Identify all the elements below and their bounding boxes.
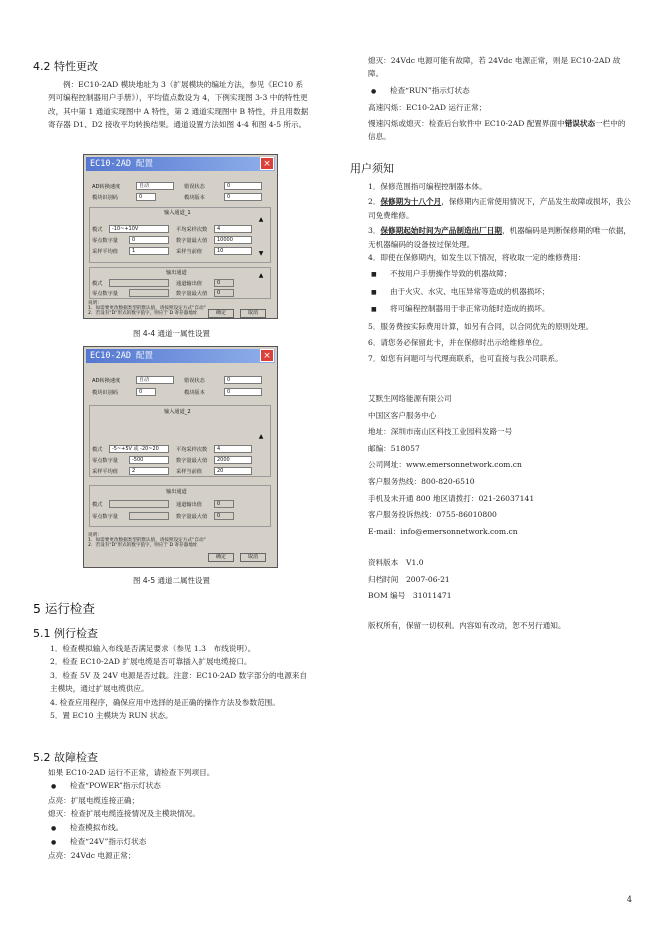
bullet-item: ● 检查模拟布线。	[48, 821, 313, 835]
archive-date: 归档时间 2007-06-21	[368, 574, 450, 584]
text: 慢速闪烁或熄灭：检查后台软件中 EC10-2AD 配置界面中	[368, 118, 565, 128]
list-item: 4. 检查应用程序，确保应用中选择的是正确的操作方法及参数范围。	[50, 697, 280, 707]
cancel-button[interactable]: 取消	[240, 309, 266, 318]
list-item: 1．保修范围指可编程控制器本体。	[368, 182, 487, 191]
dialog-title-bar	[86, 157, 275, 171]
list-item	[368, 195, 633, 222]
module-id-field: 0	[136, 193, 156, 201]
paragraph: 熄灭：24Vdc 电源可能有故障，若 24Vdc 电源正常，则是 EC10-2AD 故障。	[368, 56, 621, 79]
bom-number: BOM 编号 31011471	[368, 591, 452, 601]
digital-max-label: 数字量最大值	[176, 238, 208, 244]
list-item: 2．检查 EC10-2AD 扩展电缆是否可靠插入扩展电缆接口。	[50, 657, 252, 667]
output-value-label: 通道输出值	[176, 502, 202, 508]
output-zero-field	[129, 289, 169, 297]
figure-4-5-caption: 图 4-5 通道二属性设置	[133, 576, 211, 585]
input-channel-title: 输入通道_2	[164, 409, 191, 415]
section-5-1-list	[50, 642, 312, 722]
complaint-hotline: 客户服务投诉热线：0755-86010800	[368, 510, 497, 520]
avg-samples-label: 平均采样次数	[176, 447, 208, 453]
module-id-field: 0	[136, 388, 156, 396]
ad-speed-label: AD转换速度	[92, 378, 121, 384]
list-item: 3．检查 5V 及 24V 电源是否过载。注意：EC10-2AD 数字部分的电源来自主模块，通过扩展电缆供应。	[50, 670, 308, 694]
mode-label: 模式	[92, 447, 103, 453]
output-channel-title: 输出通道	[166, 489, 187, 495]
paragraph: 如果 EC10-2AD 运行不正常，请检查下列项目。	[48, 768, 215, 777]
dialog-note: 说明： 1．如需要更改数据类型的默认值，请按照设定方式“自动” 2．若设有“D”形式的数字值字，则应于 D 寄存器地址	[88, 533, 206, 548]
company-name: 艾默生网络能源有限公司	[368, 394, 452, 403]
sample-avg-field[interactable]: 2	[129, 467, 169, 475]
output-value-label: 通道输出值	[176, 281, 202, 287]
warranty-period-emphasis: 保修期为十八个月	[380, 197, 442, 207]
text: 3．	[368, 226, 381, 236]
output-value-field: 0	[214, 279, 234, 287]
postcode: 邮编：518057	[368, 443, 420, 453]
zero-digital-field[interactable]: -500	[129, 456, 169, 464]
user-notice-list	[368, 180, 633, 366]
dialog-title: EC10-2AD 配置	[90, 159, 154, 169]
bullet-item: ● 检查“RUN”指示灯状态	[368, 84, 633, 98]
section-5-title: 5 运行检查	[33, 601, 95, 616]
section-4-2-paragraph: 例：EC10-2AD 模块地址为 3（扩展模块的编址方法，参见《EC10 系列可编程控制器用户手册》），平均值点数设为 4，下例实现图 3-3 中的特性更改，其中第 1 通道实现图中 A 特性，第 2 通道实现图中 B 特性，并且用数据寄存器 D1、D2 接收平均转换结果。通道设置方法如图 4-4 和图 4-5 所示。	[48, 80, 309, 130]
text: ，机器编码是判断保修期的唯一依据，无机器编码的设备按过保处理。	[368, 226, 632, 249]
sample-current-label: 采样当前值	[176, 249, 202, 255]
ok-button[interactable]: 确定	[208, 553, 234, 562]
sample-current-field[interactable]: 10	[214, 247, 252, 255]
sub-list-item: ■ 将可编程控制器用于非正常功能时造成的损坏。	[368, 302, 633, 316]
error-status-field: 0	[224, 182, 262, 190]
output-mode-select	[109, 279, 169, 287]
list-item: 7．如您有问题可与代理商联系，也可直接与我公司联系。	[368, 354, 563, 364]
output-mode-select	[109, 500, 169, 508]
avg-samples-field[interactable]: 4	[214, 445, 252, 453]
dialog-title-bar	[86, 349, 275, 363]
paragraph: 高速闪烁：EC10-2AD 运行正常；	[368, 103, 487, 113]
module-version-field: 0	[224, 388, 262, 396]
sub-list-item: ■ 不按用户手册操作导致的机器故障；	[368, 267, 633, 281]
section-5-2-body	[48, 766, 313, 863]
document-info	[368, 555, 633, 605]
module-id-label: 模块识别码	[92, 195, 118, 201]
error-status-label: 错误状态	[184, 184, 205, 190]
sample-avg-label: 采样平均值	[92, 469, 118, 475]
output-value-field: 0	[214, 500, 234, 508]
zero-digital-label: 零点数字量	[92, 238, 118, 244]
output-zero-label: 零点数字量	[92, 291, 118, 297]
sample-avg-field[interactable]: 1	[129, 247, 169, 255]
ad-speed-label: AD转换速度	[92, 184, 121, 190]
error-status-emphasis: 错误状态	[564, 118, 596, 128]
output-zero-label: 零点数字量	[92, 514, 118, 520]
service-center: 中国区客户服务中心	[368, 410, 437, 420]
module-id-label: 模块识别码	[92, 390, 118, 396]
avg-samples-field[interactable]: 4	[214, 225, 252, 233]
list-item: 4．即使在保修期内，如发生以下情况，将收取一定的维修费用：	[368, 253, 586, 263]
sample-avg-label: 采样平均值	[92, 249, 118, 255]
scroll-up-icon[interactable]: ▲	[258, 272, 264, 279]
mode-label: 模式	[92, 227, 103, 233]
email: E-mail：info@emersonnetwork.com.cn	[368, 526, 518, 536]
zero-digital-label: 零点数字量	[92, 458, 118, 464]
paragraph: 点亮：24Vdc 电源正常；	[48, 851, 136, 861]
list-item: 5．服务费按实际费用计算，如另有合同，以合同优先的原则处理。	[368, 321, 594, 331]
hotline: 客户服务热线：800-820-6510	[368, 476, 475, 486]
dialog-note: 说明： 1．如需要更改数据类型的默认值，请按照设定方式“自动” 2．若设有“D”形式的数字值字，则应于 D 寄存器地址	[88, 301, 206, 316]
output-max-label: 数字量最大值	[176, 514, 208, 520]
website: 公司网址：www.emersonnetwork.com.cn	[368, 460, 522, 470]
module-version-field: 0	[224, 193, 262, 201]
list-item: 5．置 EC10 主模块为 RUN 状态。	[50, 711, 173, 721]
paragraph: 点亮：扩展电缆连接正确；	[48, 795, 140, 805]
mobile-hotline: 手机及未开通 800 地区请拨打：021-26037141	[368, 493, 535, 503]
doc-version: 资料版本 V1.0	[368, 558, 424, 567]
copyright-notice: 版权所有，保留一切权利。内容如有改动，恕不另行通知。	[368, 621, 566, 630]
ad-speed-select[interactable]: 自动	[136, 182, 174, 190]
mode-select[interactable]: -10~+10V	[109, 225, 169, 233]
zero-digital-field[interactable]: 0	[129, 236, 169, 244]
sub-list-item: ■ 由于火灾、水灾、电压异常等造成的机器损坏；	[368, 285, 633, 299]
module-version-label: 模块版本	[184, 195, 205, 201]
error-status-label: 错误状态	[184, 378, 205, 384]
dialog-channel-2	[83, 346, 278, 568]
close-icon[interactable]: ×	[260, 157, 274, 170]
list-item: 1．检查模拟输入布线是否满足要求（参见 1.3 布线说明）。	[50, 644, 256, 653]
bullet-item: ● 检查“24V”指示灯状态	[48, 835, 313, 849]
bullet-item: ● 检查“POWER”指示灯状态	[48, 779, 313, 793]
module-version-label: 模块版本	[184, 390, 205, 396]
list-item	[368, 224, 633, 251]
list-item: 6．请您务必保留此卡，并在保修时出示给维修单位。	[368, 338, 548, 348]
address: 地址：深圳市南山区科技工业园科发路一号	[368, 427, 513, 437]
text: 一栏中的信息。	[368, 118, 626, 142]
avg-samples-label: 平均采样次数	[176, 227, 208, 233]
scroll-down-icon[interactable]: ▼	[258, 250, 264, 257]
warranty-start-emphasis: 保修期起始时间为产品制造出厂日期	[380, 226, 502, 236]
section-5-1-title: 5.1 例行检查	[33, 627, 98, 640]
output-zero-field	[129, 512, 169, 520]
dialog-title: EC10-2AD 配置	[90, 351, 154, 361]
user-notice-title: 用户须知	[350, 162, 394, 175]
digital-max-field[interactable]: 10000	[214, 236, 252, 244]
output-mode-label: 模式	[92, 502, 103, 508]
digital-max-field[interactable]: 2000	[214, 456, 252, 464]
paragraph: 熄灭：检查扩展电缆连接情况及主模块情况。	[48, 809, 200, 819]
scroll-up-icon[interactable]: ▲	[258, 216, 264, 223]
cancel-button[interactable]: 取消	[240, 553, 266, 562]
section-4-2-title: 4.2 特性更改	[33, 60, 98, 73]
sample-current-label: 采样当前值	[176, 469, 202, 475]
output-max-field: 0	[214, 512, 234, 520]
mode-select[interactable]: -5~+5V 或 -20~20	[109, 445, 169, 453]
page-number: 4	[626, 895, 632, 904]
digital-max-label: 数字量最大值	[176, 458, 208, 464]
output-channel-title: 输出通道	[166, 270, 187, 276]
input-channel-title: 输入通道_1	[164, 210, 191, 216]
ok-button[interactable]: 确定	[208, 309, 234, 318]
close-icon[interactable]: ×	[260, 349, 274, 362]
text: 2．	[368, 197, 381, 207]
output-max-field: 0	[214, 289, 234, 297]
ad-speed-select[interactable]: 自动	[136, 376, 174, 384]
right-continuation	[368, 54, 633, 143]
output-mode-label: 模式	[92, 281, 103, 287]
text: ，保修期内正常使用情况下，产品发生故障或损坏，我公司免费维修。	[368, 197, 632, 220]
output-max-label: 数字量最大值	[176, 291, 208, 297]
error-status-field: 0	[224, 376, 262, 384]
figure-4-4-caption: 图 4-4 通道一属性设置	[133, 329, 211, 338]
section-5-2-title: 5.2 故障检查	[33, 751, 98, 764]
dialog-channel-1	[83, 154, 278, 319]
paragraph	[368, 117, 633, 144]
scroll-up-icon[interactable]: ▲	[258, 433, 264, 440]
sample-current-field[interactable]: 20	[214, 467, 252, 475]
company-contact	[368, 391, 633, 540]
